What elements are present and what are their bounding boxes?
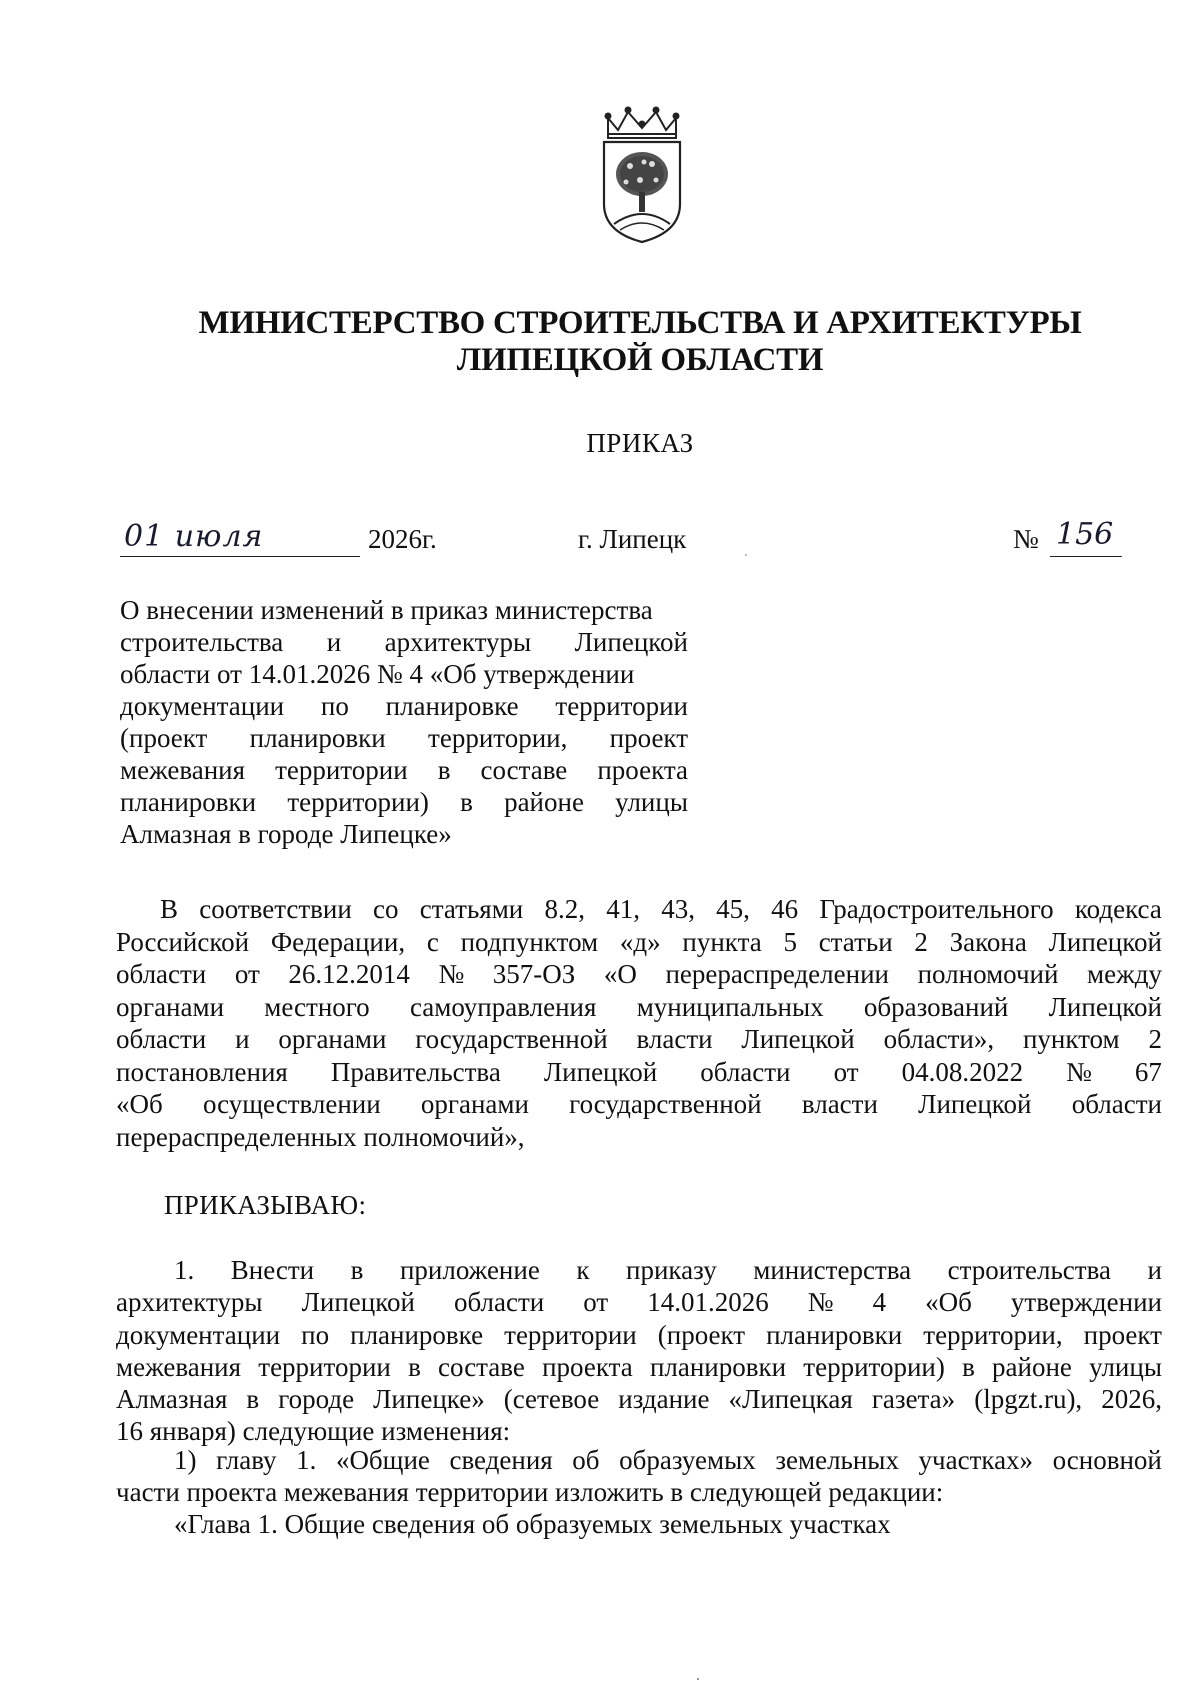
basis-last-line: перераспределенных полномочий», [116, 1121, 525, 1152]
word: (lpgzt.ru), [974, 1384, 1083, 1415]
word: территории [258, 1351, 391, 1382]
number-sign: № [1013, 524, 1039, 554]
text-line [116, 926, 1162, 959]
word: 5 [783, 926, 797, 957]
text-line [116, 893, 1162, 926]
text-line [116, 1254, 1162, 1286]
word: самоуправления [409, 991, 597, 1022]
word: Липецкой [301, 1287, 415, 1318]
word: местного [264, 991, 370, 1022]
word: городе [278, 1384, 355, 1415]
word: документации [116, 1319, 281, 1350]
word: (проект [120, 723, 208, 753]
word: В [160, 894, 179, 924]
word: 1. [174, 1255, 195, 1285]
word: в [460, 787, 473, 817]
word: органами [116, 991, 225, 1022]
word: власти [636, 1024, 713, 1054]
word: перераспределении [665, 959, 889, 989]
text-line: области от 14.01.2026 № 4 «Об утверждении [120, 659, 635, 689]
word: области [700, 1056, 791, 1087]
word: в [350, 1255, 364, 1285]
text-line [116, 1383, 1162, 1415]
word: Российской [116, 926, 250, 957]
word: Правительства [330, 1056, 501, 1087]
word: территории, [428, 723, 568, 753]
word: 4 [872, 1287, 887, 1318]
word: территории [275, 755, 408, 785]
word: об [572, 1445, 600, 1475]
word: Липецкой [741, 1024, 855, 1054]
word: полномочий [917, 959, 1059, 989]
text-line [116, 1088, 1162, 1121]
text-line [116, 958, 1162, 991]
word: (сетевое [503, 1384, 600, 1415]
word: государственной [569, 1089, 762, 1119]
word: приказу [626, 1255, 717, 1285]
word: 14.01.2026 [647, 1287, 769, 1318]
word: области [116, 959, 207, 989]
text-line [116, 1444, 1162, 1476]
order-item-1 [116, 1254, 1162, 1448]
word: составе [438, 1351, 525, 1382]
word: планировки [766, 1319, 903, 1350]
word: кодекса [1074, 894, 1162, 924]
word: в [408, 1351, 421, 1382]
text-line [116, 1351, 1162, 1383]
ministry-name [120, 305, 1160, 379]
word: государственной [415, 1024, 608, 1054]
word: районе [504, 787, 584, 817]
word: 2 [1148, 1024, 1162, 1054]
text-line [116, 1319, 1162, 1351]
word: пунктом [1022, 1024, 1120, 1054]
word: планировке [385, 691, 519, 721]
word: издание [618, 1384, 710, 1415]
word: территории) [287, 787, 429, 817]
word: «Об [925, 1287, 972, 1318]
word: составе [480, 755, 568, 785]
word: с [426, 926, 439, 957]
item1-1-lines [116, 1444, 1162, 1476]
word: пункта [682, 926, 762, 957]
text-line [116, 991, 1162, 1024]
word: межевания [116, 1351, 242, 1382]
word: Липецкой [543, 1056, 658, 1087]
word: улицы [1089, 1351, 1162, 1382]
item1-lines [116, 1254, 1162, 1415]
basis-lines [116, 893, 1162, 1121]
word: архитектуры [384, 627, 532, 657]
scan-speck [697, 1678, 699, 1680]
ministry-line-2: ЛИПЕЦКОЙ ОБЛАСТИ [456, 342, 824, 378]
word: к [576, 1255, 590, 1285]
year-label: 2026г. [368, 524, 437, 554]
word: приложение [399, 1255, 540, 1285]
word: документации [120, 691, 285, 721]
word: сведения [449, 1445, 553, 1475]
text-line [120, 626, 688, 658]
word: 26.12.2014 [288, 959, 410, 989]
text-line [120, 722, 688, 754]
word: 2026, [1101, 1384, 1162, 1415]
text-line [116, 1023, 1162, 1056]
word: по [301, 1319, 330, 1350]
word: № [438, 959, 465, 989]
word: соответствии [199, 894, 352, 924]
word: и [235, 1024, 250, 1054]
word: осуществлении [202, 1089, 381, 1119]
subject-lines [120, 594, 688, 818]
text-line: О внесении изменений в приказ министерства [120, 595, 653, 625]
word: «Липецкая [728, 1384, 853, 1415]
subject-last-line: Алмазная в городе Липецке» [120, 819, 452, 849]
word: «Общие [335, 1445, 430, 1475]
coat-of-arms-emblem [594, 104, 690, 244]
word: по [320, 691, 349, 721]
word: Внести [230, 1255, 315, 1285]
word: территории [504, 1319, 637, 1350]
word: области [116, 1024, 207, 1054]
word: (проект [657, 1319, 746, 1350]
chapter-heading: «Глава 1. Общие сведения об образуемых земельных участках [174, 1509, 891, 1539]
word: органами [420, 1089, 529, 1119]
word: Закона [949, 926, 1027, 957]
scan-speck [745, 554, 747, 556]
word: образований [863, 991, 1009, 1022]
handwritten-date: 01 июля [124, 519, 264, 554]
word: власти [801, 1089, 878, 1119]
word: Липецкой [918, 1089, 1032, 1119]
text-line [120, 754, 688, 786]
word: со [373, 894, 399, 924]
word: 1. [296, 1445, 317, 1475]
word: Алмазная [116, 1384, 228, 1415]
word: 45, [716, 894, 750, 924]
word: подпунктом [460, 926, 599, 957]
handwritten-number: 156 [1056, 517, 1114, 552]
word: Липецкой [1048, 991, 1162, 1022]
word: № [807, 1287, 834, 1318]
word: территории) [803, 1351, 945, 1382]
word: области [453, 1287, 545, 1318]
word: Липецке» [373, 1384, 485, 1415]
word: планировки [649, 1351, 787, 1382]
word: Липецкой [574, 627, 688, 657]
word: «О [603, 959, 637, 989]
word: министерства [753, 1255, 912, 1285]
document-type-title: ПРИКАЗ [586, 428, 694, 458]
word: статьи [818, 926, 893, 957]
word: в [246, 1384, 260, 1415]
text-line [120, 690, 688, 722]
word: основной [1052, 1445, 1162, 1475]
word: № [1066, 1056, 1092, 1087]
order-subject [120, 594, 688, 850]
word: Градостроительного [819, 894, 1054, 924]
word: проект [609, 723, 688, 753]
word: Липецкой [1048, 926, 1162, 957]
word: главу [216, 1445, 277, 1475]
word: образуемых [619, 1445, 756, 1475]
word: 43, [661, 894, 695, 924]
word: планировке [350, 1319, 484, 1350]
word: 2 [914, 926, 928, 957]
word: муниципальных [636, 991, 824, 1022]
word: 67 [1134, 1056, 1162, 1087]
word: от [833, 1056, 859, 1087]
word: территории [555, 691, 688, 721]
word: проекта [597, 755, 688, 785]
text-line [116, 1286, 1162, 1318]
word: участках» [918, 1445, 1034, 1475]
item1-last-line: 16 января) следующие изменения: [116, 1416, 511, 1447]
word: газета» [871, 1384, 956, 1415]
word: от [234, 959, 260, 989]
word: статьями [419, 894, 524, 924]
word: между [1087, 959, 1162, 989]
word: в [437, 755, 451, 785]
word: Федерации, [270, 926, 406, 957]
text-line [116, 1056, 1162, 1089]
legal-basis-paragraph [116, 893, 1162, 1153]
word: архитектуры [116, 1287, 263, 1318]
word: 41, [606, 894, 640, 924]
word: и [326, 627, 342, 657]
word: проект [1083, 1319, 1162, 1350]
word: планировки [249, 723, 386, 753]
word: межевания [120, 755, 246, 785]
word: «д» [619, 926, 661, 957]
word: улицы [615, 787, 688, 817]
text-line [120, 786, 688, 818]
ministry-line-1: МИНИСТЕРСТВО СТРОИТЕЛЬСТВА И АРХИТЕКТУРЫ [198, 305, 1082, 341]
word: проекта [542, 1351, 633, 1382]
word: строительства [947, 1255, 1111, 1285]
word: в [962, 1351, 975, 1382]
word: районе [992, 1351, 1072, 1382]
word: области», [883, 1024, 995, 1054]
word: территории, [923, 1319, 1063, 1350]
word: от [583, 1287, 609, 1318]
order-subitem-1 [116, 1444, 1162, 1509]
word: области [1071, 1089, 1162, 1119]
word: и [1147, 1255, 1162, 1285]
word: 04.08.2022 [901, 1056, 1024, 1087]
word: строительства [120, 627, 284, 657]
word: органами [278, 1024, 387, 1054]
word: постановления [116, 1056, 288, 1087]
word: 357-ОЗ [492, 959, 576, 989]
word: «Об [116, 1089, 163, 1119]
word: земельных [775, 1445, 899, 1475]
item1-1-last-line: части проекта межевания территории изложить в следующей редакции: [116, 1477, 944, 1508]
word: 8.2, [544, 894, 585, 924]
word: 46 [771, 894, 799, 924]
order-directive: ПРИКАЗЫВАЮ: [164, 1190, 367, 1220]
word: 1) [174, 1445, 197, 1475]
city-label: г. Липецк [578, 524, 687, 554]
word: утверждении [1010, 1287, 1162, 1318]
word: планировки [120, 787, 257, 817]
